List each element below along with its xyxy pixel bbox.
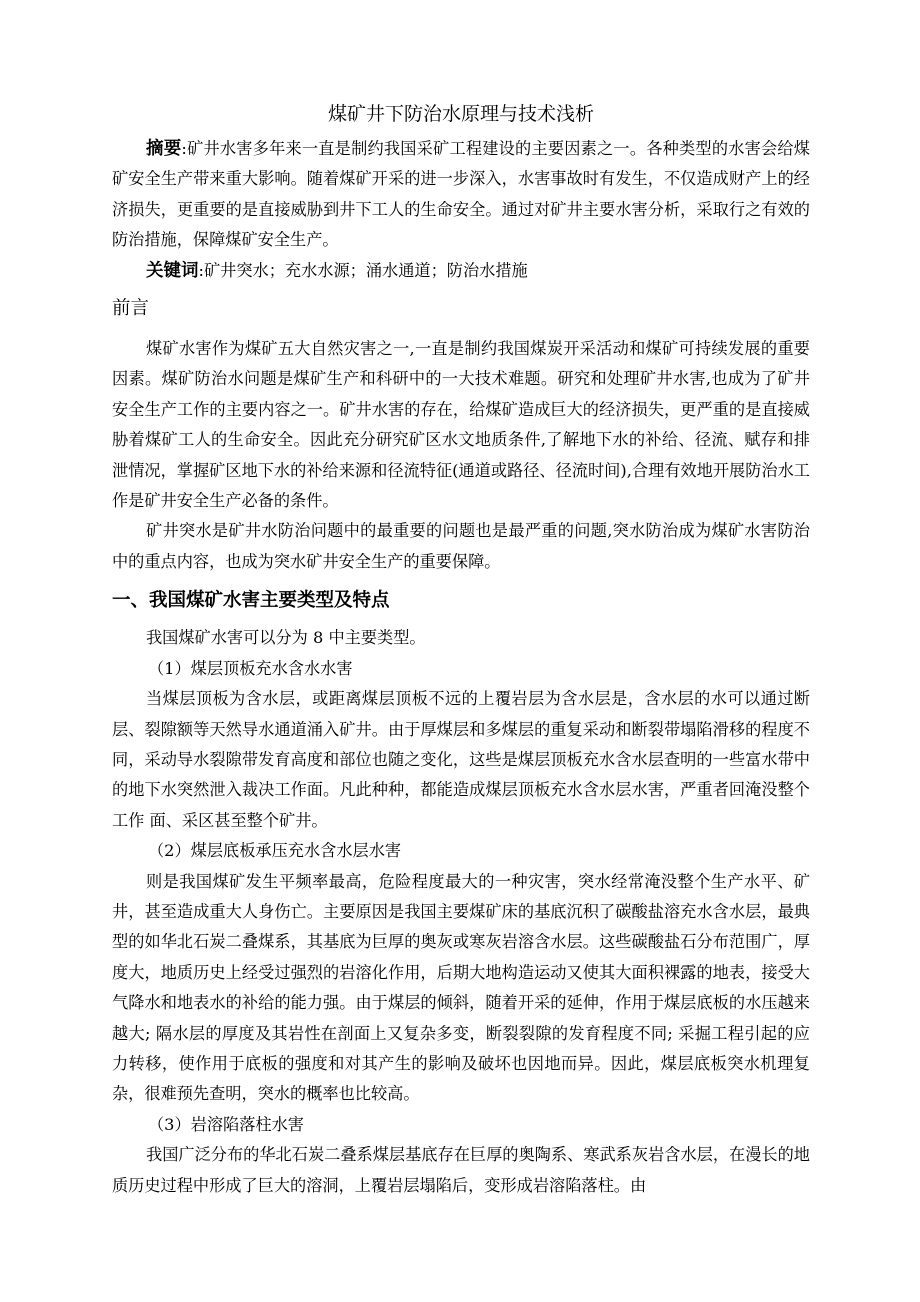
subsection-1-heading: （1）煤层顶板充水含水水害 bbox=[148, 658, 353, 678]
subsection-3-text: 我国广泛分布的华北石炭二叠系煤层基底存在巨厚的奥陶系、寒武系灰岩含水层，在漫长的地质历史过程中形成了巨大的溶洞，上覆岩层塌陷后，变形成岩溶陷落柱。由 bbox=[112, 1145, 810, 1195]
preface-paragraph-2: 矿井突水是矿井水防治问题中的最重要的问题也是最严重的问题,突水防治成为煤矿水害防治中的重点内容，也成为突水矿井安全生产的重要保障。 bbox=[112, 521, 810, 571]
subsection-3-heading: （3）岩溶陷落柱水害 bbox=[148, 1114, 304, 1134]
abstract-label: 摘要 bbox=[146, 139, 182, 159]
keywords-paragraph bbox=[112, 256, 810, 286]
abstract-text: :矿井水害多年来一直是制约我国采矿工程建设的主要因素之一。各种类型的水害会给煤矿安全生产带来重大影响。随着煤矿开采的进一步深入，水害事故时有发生，不仅造成财产上的经济损失，更重要的是直接威胁到井下工人的生命安全。通过对矿井主要水害分析，采取行之有效的防治措施，保障煤矿安全生产。 bbox=[112, 139, 810, 250]
subsection-2-heading: （2）煤层底板承压充水含水层水害 bbox=[148, 841, 402, 861]
document-title: 煤矿井下防治水原理与技术浅析 bbox=[327, 103, 594, 125]
section-1-heading: 一、我国煤矿水害主要类型及特点 bbox=[112, 590, 390, 612]
preface-heading: 前言 bbox=[112, 298, 150, 320]
preface-paragraph-1: 煤矿水害作为煤矿五大自然灾害之一,一直是制约我国煤炭开采活动和煤矿可持续发展的重要因素。煤矿防治水问题是煤矿生产和科研中的一大技术难题。研究和处理矿井水害,也成为了矿井安全生产工作的主要内容之一。矿井水害的存在，给煤矿造成巨大的经济损失，更严重的是直接威胁着煤矿工人的生命安全。因此充分研究矿区水文地质条件,了解地下水的补给、径流、赋存和排泄情况，掌握矿区地下水的补给来源和径流特征(通道或路径、径流时间),合理有效地开展防治水工作是矿井安全生产必备的条件。 bbox=[112, 339, 810, 511]
subsection-2-text: 则是我国煤矿发生平频率最高，危险程度最大的一种灾害，突水经常淹没整个生产水平、矿井，甚至造成重大人身伤亡。主要原因是我国主要煤矿床的基底沉积了碳酸盐溶充水含水层，最典型的如华北石炭二叠煤系，其基底为巨厚的奥灰或寒灰岩溶含水层。这些碳酸盐石分布范围广，厚度大，地质历史上经受过强烈的岩溶化作用，后期大地构造运动又使其大面积裸露的地表，接受大气降水和地表水的补给的能力强。由于煤层的倾斜，随着开采的延伸，作用于煤层底板的水压越来越大; 隔水层的厚度及其岩性在剖面上又复杂多变，断裂裂隙的发育程度不同; 采掘工程引起的应力转移，使作用于底板的强度和对其产生的影响及破坏也因地而异。因此，煤层底板突水机理复杂，很难预先查明，突水的概率也比较高。 bbox=[112, 871, 810, 1104]
abstract-paragraph bbox=[112, 134, 810, 256]
subsection-1-text: 当煤层顶板为含水层，或距离煤层顶板不远的上覆岩层为含水层是，含水层的水可以通过断层、裂隙额等天然导水通道涌入矿井。由于厚煤层和多煤层的重复采动和断裂带塌陷滑移的程度不同，采动导水裂隙带发育高度和部位也随之变化，这些是煤层顶板充水含水层查明的一些富水带中的地下水突然泄入裁决工作面。凡此种种，都能造成煤层顶板充水含水层水害，严重者回淹没整个工作 面、采区甚至整个矿井。 bbox=[112, 689, 810, 830]
keywords-text: :矿井突水；充水水源；涌水通道；防治水措施 bbox=[198, 260, 528, 280]
keywords-label: 关键词 bbox=[146, 260, 199, 281]
section-1-intro: 我国煤矿水害可以分为 8 中主要类型。 bbox=[146, 628, 426, 648]
